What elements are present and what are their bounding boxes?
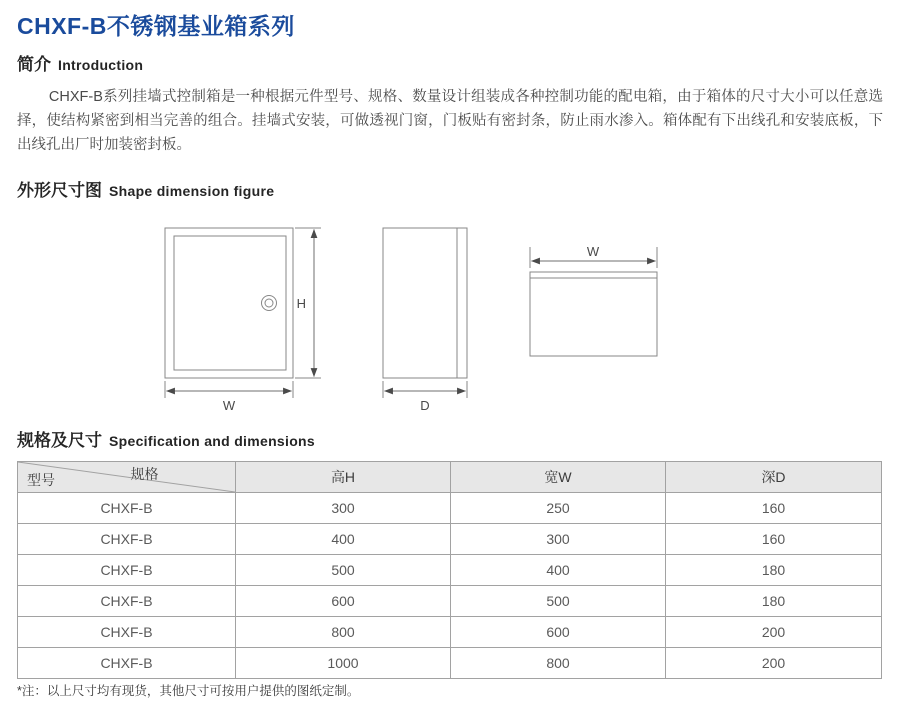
cell-depth: 180 — [666, 586, 882, 617]
top-view-drawing — [530, 244, 657, 356]
cell-width: 250 — [451, 493, 666, 524]
cell-height: 600 — [236, 586, 451, 617]
shape-heading-zh: 外形尺寸图 — [17, 181, 102, 200]
shape-heading-en: Shape dimension figure — [109, 183, 275, 199]
cell-height: 500 — [236, 555, 451, 586]
table-row — [18, 555, 882, 586]
column-header-depth: 深D — [666, 462, 882, 493]
table-row — [18, 586, 882, 617]
cell-width: 500 — [451, 586, 666, 617]
cell-height: 1000 — [236, 648, 451, 679]
cell-width: 600 — [451, 617, 666, 648]
intro-paragraph: CHXF-B系列挂墙式控制箱是一种根据元件型号、规格、数量设计组装成各种控制功能的配电箱，由于箱体的尺寸大小可以任意选择，使结构紧密到相当完善的组合。挂墙式安装，可做透视门窗，门板贴有密封条，防止雨水渗入。箱体配有下出线孔和安装底板，下出线孔出厂时加装密封板。 — [17, 89, 883, 153]
spec-heading-en: Specification and dimensions — [109, 433, 315, 449]
table-row — [18, 648, 882, 679]
shape-section-heading — [17, 176, 274, 201]
intro-heading-en: Introduction — [58, 57, 144, 73]
table-header-row — [18, 462, 882, 493]
cell-width: 400 — [451, 555, 666, 586]
cell-model: CHXF-B — [18, 586, 236, 617]
dim-label-w-top: W — [586, 244, 600, 259]
door-lock-icon — [262, 296, 277, 311]
dim-label-w-front: W — [222, 398, 236, 413]
column-header-width: 宽W — [451, 462, 666, 493]
cell-model: CHXF-B — [18, 524, 236, 555]
side-view-drawing — [383, 228, 467, 413]
dim-label-h: H — [296, 296, 306, 311]
table-row — [18, 617, 882, 648]
intro-section-heading — [17, 50, 143, 75]
cell-model: CHXF-B — [18, 617, 236, 648]
footnote: *注：以上尺寸均有现货，其他尺寸可按用户提供的图纸定制。 — [17, 684, 360, 698]
corner-label-spec: 规格 — [130, 466, 159, 482]
cell-depth: 200 — [666, 617, 882, 648]
front-view-drawing — [165, 228, 321, 413]
specification-table — [17, 461, 882, 679]
cell-depth: 160 — [666, 493, 882, 524]
table-row — [18, 524, 882, 555]
cell-depth: 160 — [666, 524, 882, 555]
page-title: CHXF-B不锈钢基业箱系列 — [17, 13, 295, 39]
table-corner-cell — [18, 462, 236, 493]
cell-model: CHXF-B — [18, 555, 236, 586]
cell-height: 400 — [236, 524, 451, 555]
spec-section-heading — [17, 426, 315, 451]
cell-width: 800 — [451, 648, 666, 679]
cell-depth: 180 — [666, 555, 882, 586]
shape-dimension-drawings — [0, 200, 900, 425]
spec-heading-zh: 规格及尺寸 — [17, 431, 102, 450]
intro-heading-zh: 简介 — [17, 55, 51, 74]
cell-depth: 200 — [666, 648, 882, 679]
cell-model: CHXF-B — [18, 648, 236, 679]
cell-height: 300 — [236, 493, 451, 524]
column-header-height: 高H — [236, 462, 451, 493]
cell-model: CHXF-B — [18, 493, 236, 524]
corner-label-model: 型号 — [27, 472, 55, 488]
cell-width: 300 — [451, 524, 666, 555]
dim-label-d: D — [420, 398, 430, 413]
cell-height: 800 — [236, 617, 451, 648]
table-row — [18, 493, 882, 524]
